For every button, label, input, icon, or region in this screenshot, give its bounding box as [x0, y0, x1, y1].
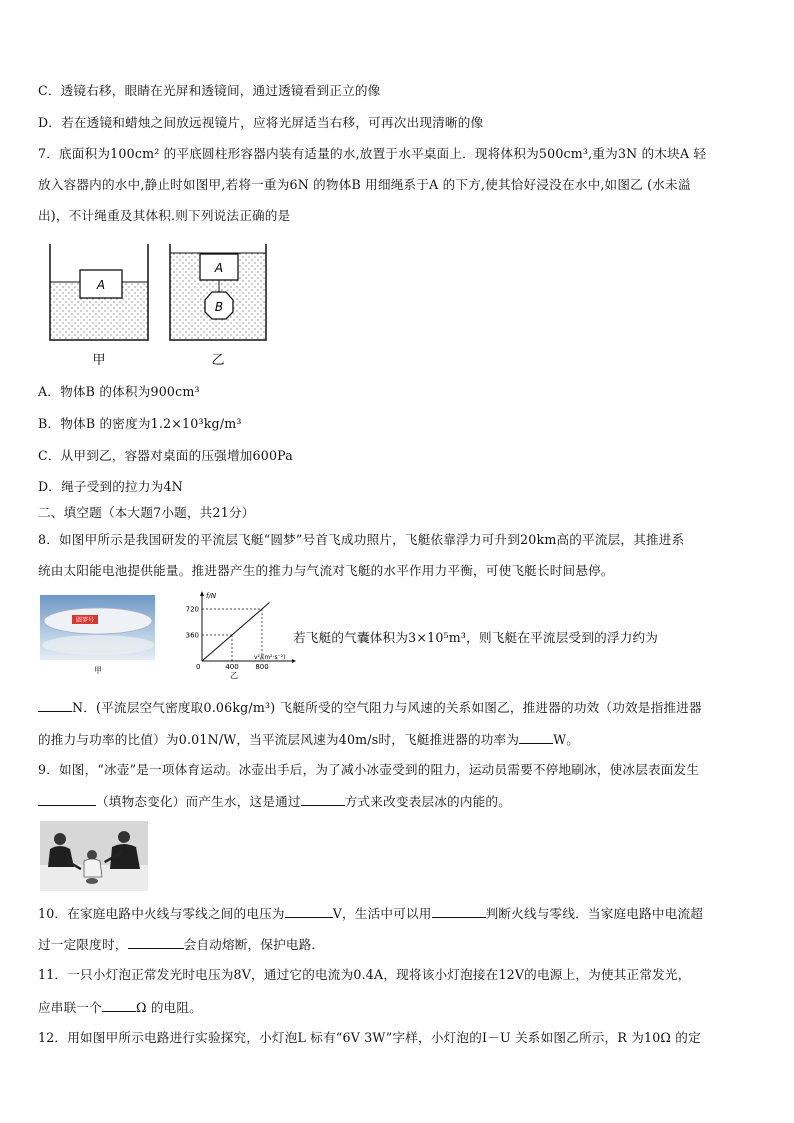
- q11-line2: [38, 999, 202, 1016]
- x-axis-arrow: [292, 659, 296, 663]
- q9-blank-1[interactable]: [38, 793, 96, 806]
- q9-line2: [38, 793, 511, 810]
- q8-blank-1[interactable]: [38, 699, 72, 712]
- q10-line2: [38, 936, 324, 953]
- q9-curling-photo: [40, 821, 148, 891]
- container-yi: [170, 244, 266, 368]
- q10-line1: [38, 905, 703, 922]
- section-2-heading: 二、填空题（本大题7小题，共21分）: [38, 505, 255, 520]
- x-tick-label: 800: [255, 663, 269, 671]
- q8-side-text: 若飞艇的气囊体积为3×10⁵m³，则飞艇在平流层受到的浮力约为: [293, 630, 659, 645]
- data-line: [202, 603, 270, 662]
- q11-line2-b: Ω 的电阻。: [135, 1000, 202, 1015]
- q9-stem-line1: 9．如图，“冰壶”是一项体育运动。冰壶出手后，为了减小冰壶受到的阻力，运动员需要不停地刷冰，使冰层表面发生: [38, 762, 700, 777]
- q8-line4: [38, 731, 579, 748]
- graph-caption-yi: 乙: [230, 671, 238, 679]
- q10-blank-1[interactable]: [285, 905, 333, 918]
- q7-option-a: A．物体B 的体积为900cm³: [38, 384, 200, 399]
- q8-line4-end: W。: [553, 732, 580, 747]
- q10-blank-2[interactable]: [432, 905, 486, 918]
- q8-line3-text: N．(平流层空气密度取0.06kg/m³) 飞艇所受的空气阻力与风速的关系如图乙，推进器的功效（功效是指推进器: [72, 700, 702, 715]
- q10-line2-b: 会自动熔断，保护电路．: [183, 937, 325, 952]
- q6-option-d: D．若在透镜和蜡烛之间放远视镜片，应将光屏适当右移，可再次出现清晰的像: [38, 115, 484, 130]
- caption-jia: 甲: [92, 353, 106, 368]
- object-b-label: B: [214, 300, 224, 314]
- q10-line1-c: 判断火线与零线．当家庭电路中电流超: [485, 906, 704, 921]
- q7-option-c: C．从甲到乙，容器对桌面的压强增加600Pa: [38, 448, 293, 463]
- photo-caption-jia: 甲: [94, 666, 102, 675]
- x-tick-label: 400: [225, 663, 239, 671]
- q7-container-figure: [40, 240, 280, 370]
- q8-blank-2[interactable]: [519, 731, 553, 744]
- q10-line1-b: V，生活中可以用: [332, 906, 432, 921]
- q11-blank-1[interactable]: [102, 999, 136, 1012]
- origin-label: 0: [196, 663, 201, 671]
- q11-stem-line1: 11．一只小灯泡正常发光时电压为8V，通过它的电流为0.4A，现将该小灯泡接在12V的电源上，为使其正常发光，: [38, 967, 691, 982]
- q8-stem-line1: 8．如图甲所示是我国研发的平流层飞艇“圆梦”号首飞成功照片，飞艇依靠浮力可升到20km高的平流层，其推进系: [38, 532, 685, 547]
- q12-stem-line1: 12．用如图甲所示电路进行实验探究，小灯泡L 标有“6V 3W”字样，小灯泡的I－U 关系如图乙所示，R 为10Ω 的定: [38, 1030, 701, 1045]
- q10-blank-3[interactable]: [128, 936, 184, 949]
- q9-blank-2[interactable]: [301, 793, 345, 806]
- airship-logo: 圆梦号: [75, 617, 95, 624]
- q6-option-c: C．透镜右移，眼睛在光屏和透镜间，通过透镜看到正立的像: [38, 83, 381, 98]
- caption-yi: 乙: [211, 353, 225, 368]
- q7-option-b: B．物体B 的密度为1.2×10³kg/m³: [38, 416, 242, 431]
- q7-stem-line2: 放入容器内的水中,静止时如图甲,若将一重为6N 的物体B 用细绳系于A 的下方,使其恰好浸没在水中,如图乙 (水未溢: [38, 177, 691, 192]
- y-tick-label: 720: [185, 605, 199, 614]
- q7-stem-line1: 7．底面积为100cm² 的平底圆柱形容器内装有适量的水,放置于水平桌面上．现将体积为500cm³,重为3N 的木块A 轻: [38, 146, 707, 161]
- block-a-label: A: [96, 278, 106, 292]
- q9-line2-end: 方式来改变表层冰的内能的。: [344, 794, 512, 809]
- y-axis-arrow: [200, 591, 204, 596]
- q7-stem-line3: 出)，不计绳重及其体积.则下列说法正确的是: [38, 208, 291, 223]
- container-jia: [50, 244, 148, 368]
- q11-line2-a: 应串联一个: [38, 1000, 102, 1015]
- x-axis-label: v²/(m²·s⁻²): [254, 654, 286, 661]
- y-axis-label: f/N: [206, 592, 217, 600]
- q8-line3: [38, 699, 702, 716]
- q8-drag-graph: [182, 589, 297, 679]
- q8-stem-line2: 统由太阳能电池提供能量。推进器产生的推力与气流对飞艇的水平作用力平衡，可使飞艇长时间悬停。: [38, 563, 614, 578]
- q9-line2-mid: （填物态变化）而产生水，这是通过: [96, 794, 301, 809]
- block-a-label-yi: A: [214, 261, 224, 275]
- q10-line2-a: 过一定限度时，: [38, 937, 128, 952]
- q10-line1-a: 10．在家庭电路中火线与零线之间的电压为: [38, 906, 285, 921]
- q7-option-d: D．绳子受到的拉力为4N: [38, 479, 183, 494]
- q8-airship-photo: [40, 595, 155, 677]
- q8-line4-text: 的推力与功率的比值）为0.01N/W，当平流层风速为40m/s时，飞艇推进器的功率为: [38, 732, 520, 747]
- y-tick-label: 360: [185, 631, 199, 640]
